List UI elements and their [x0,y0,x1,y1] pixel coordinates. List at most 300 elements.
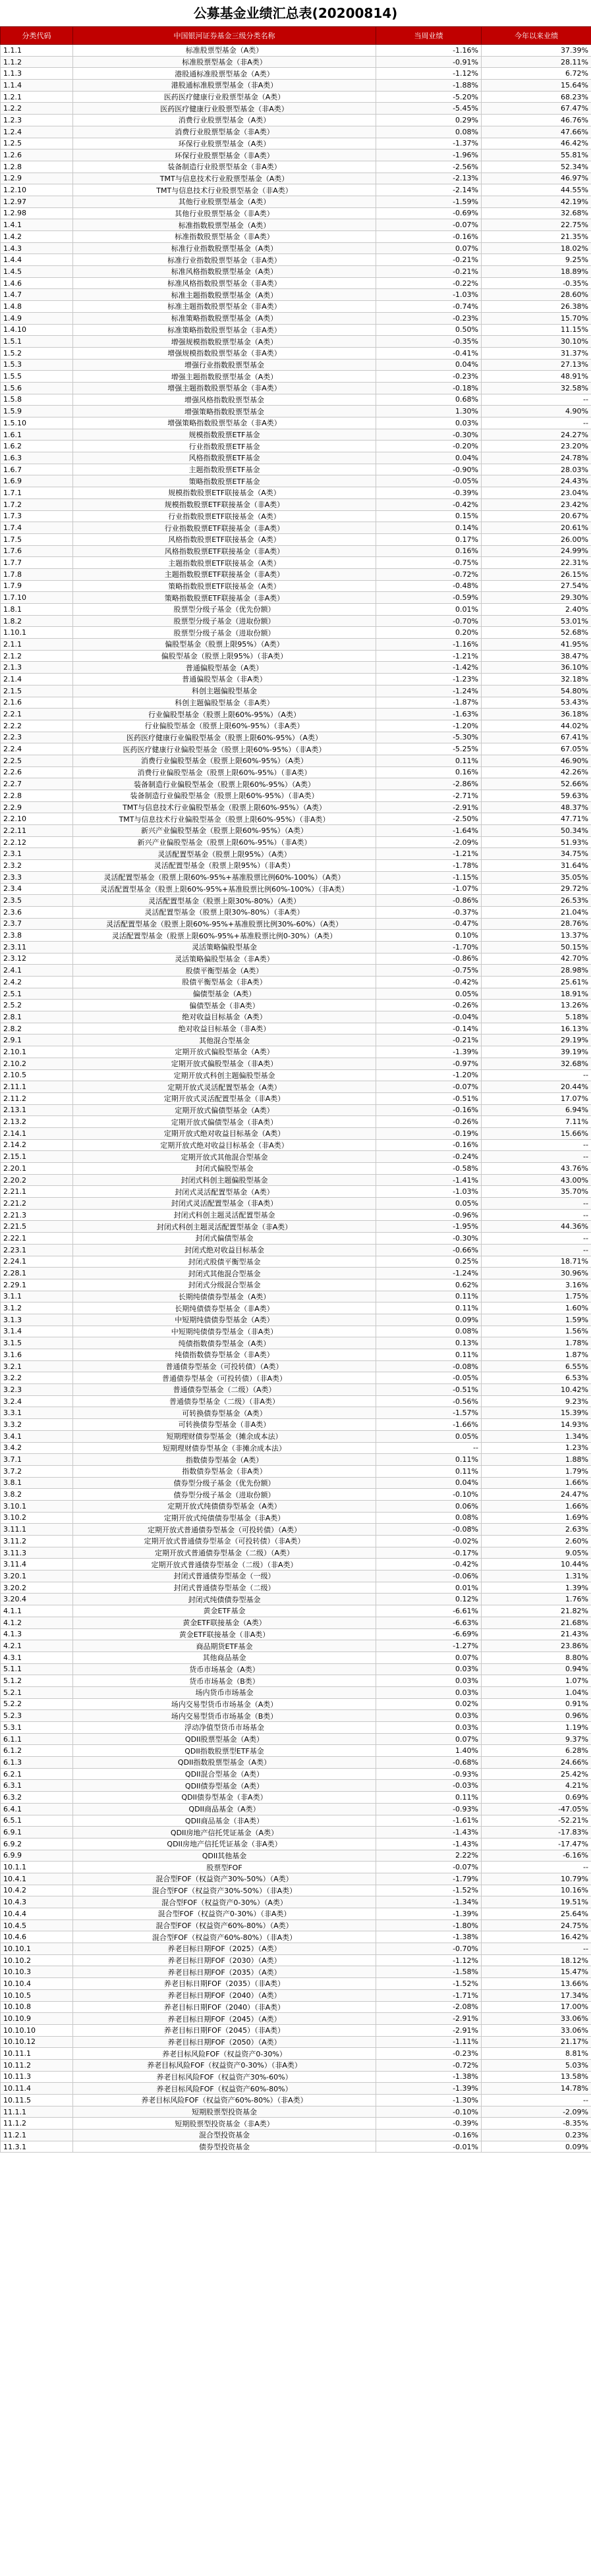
row-category-name: 混合型FOF（权益资产60%-80%）（A类） [73,1919,376,1931]
row-category-name: 灵活策略偏股型基金（非A类） [73,953,376,965]
table-row [1,743,591,755]
row-weekly-return: 0.16% [376,545,482,557]
row-weekly-return: 0.14% [376,522,482,534]
row-weekly-return: -1.61% [376,1815,482,1827]
row-weekly-return: -0.51% [376,1384,482,1396]
table-row [1,441,591,452]
row-ytd-return: 44.36% [482,1221,591,1233]
row-ytd-return: 43.00% [482,1174,591,1186]
row-category-name: 灵活配置型基金（股票上限60%-95%+基准股票比例0-30%）（A类） [73,930,376,942]
row-ytd-return: 1.60% [482,1302,591,1314]
row-category-name: 新兴产业偏股型基金（股票上限60%-95%）（A类） [73,825,376,837]
row-code: 3.11.1 [1,1524,73,1536]
row-code: 10.4.1 [1,1873,73,1885]
table-row [1,1186,591,1198]
row-ytd-return: 14.93% [482,1419,591,1431]
row-ytd-return: 36.10% [482,662,591,674]
table-row [1,545,591,557]
row-weekly-return: -1.12% [376,68,482,80]
table-row [1,1127,591,1139]
row-code: 2.2.7 [1,778,73,790]
row-category-name: 场内交易型货币市场基金（A类） [73,1698,376,1710]
row-ytd-return: 10.42% [482,1384,591,1396]
row-code: 1.1.2 [1,56,73,68]
row-weekly-return: 0.07% [376,242,482,254]
row-category-name: 浮动净值型货币市场基金 [73,1722,376,1734]
row-ytd-return: 18.71% [482,1256,591,1268]
row-weekly-return: 0.10% [376,930,482,942]
row-code: 1.2.8 [1,161,73,173]
row-ytd-return: 22.75% [482,219,591,231]
row-code: 1.5.9 [1,406,73,417]
table-row [1,1594,591,1605]
row-category-name: 行业偏股型基金（股票上限60%-95%）（A类） [73,709,376,720]
table-row [1,1139,591,1151]
row-ytd-return: 44.02% [482,720,591,732]
row-weekly-return: -0.05% [376,1372,482,1384]
row-category-name: 医药医疗健康行业股票型基金（A类） [73,91,376,103]
row-category-name: 增强规模指数股票型基金（非A类） [73,347,376,359]
row-category-name: 标准股票型基金（A类） [73,45,376,57]
row-ytd-return: 46.90% [482,755,591,766]
row-category-name: 灵活配置型基金（股票上限30%-80%）（非A类） [73,906,376,918]
row-category-name: 策略指数股票ETF联接基金（A类） [73,580,376,592]
row-code: 3.1.5 [1,1337,73,1349]
table-row [1,1221,591,1233]
row-category-name: 普通债券型基金（二级）（A类） [73,1384,376,1396]
row-weekly-return: -1.37% [376,138,482,149]
row-code: 1.2.9 [1,173,73,184]
row-weekly-return: 0.05% [376,988,482,1000]
row-code: 2.4.1 [1,965,73,977]
table-row [1,1069,591,1081]
row-code: 1.10.1 [1,627,73,639]
row-weekly-return: -6.63% [376,1617,482,1628]
row-code: 6.4.1 [1,1803,73,1815]
table-row [1,45,591,57]
row-ytd-return: 6.55% [482,1360,591,1372]
table-row [1,1092,591,1104]
row-category-name: 策略指数股票ETF联接基金（非A类） [73,592,376,604]
row-ytd-return: 52.34% [482,161,591,173]
row-weekly-return: 0.05% [376,1430,482,1442]
row-category-name: 养老目标日期FOF（2025）（A类） [73,1943,376,1955]
row-weekly-return: 1.40% [376,1745,482,1757]
row-ytd-return: 0.94% [482,1663,591,1675]
row-ytd-return: -- [482,2095,591,2106]
row-code: 5.2.1 [1,1686,73,1698]
row-ytd-return: 32.58% [482,382,591,394]
row-category-name: 行业偏股型基金（股票上限60%-95%）（非A类） [73,720,376,732]
row-weekly-return: -0.04% [376,1011,482,1023]
row-ytd-return: 9.37% [482,1733,591,1745]
row-category-name: 混合型FOF（权益资产0-30%）（非A类） [73,1908,376,1920]
row-weekly-return: -2.91% [376,2013,482,2025]
row-code: 2.21.5 [1,1221,73,1233]
row-category-name: 混合型投资基金 [73,2130,376,2141]
row-category-name: 养老目标日期FOF（2045）（非A类） [73,2024,376,2036]
row-category-name: 股票型分级子基金（进取份额） [73,615,376,627]
row-weekly-return: -0.69% [376,207,482,219]
row-weekly-return: -0.51% [376,1092,482,1104]
table-row [1,1372,591,1384]
row-code: 1.6.3 [1,452,73,464]
table-row [1,126,591,138]
row-ytd-return: 35.05% [482,871,591,883]
row-ytd-return: 1.87% [482,1349,591,1361]
table-row [1,1430,591,1442]
row-category-name: 灵活配置型基金（股票上限95%）（A类） [73,848,376,860]
row-code: 6.1.3 [1,1757,73,1769]
row-ytd-return: 48.37% [482,801,591,813]
row-category-name: 债券型分级子基金（优先份额） [73,1477,376,1489]
row-code: 6.9.1 [1,1827,73,1838]
row-weekly-return: 0.04% [376,1477,482,1489]
row-category-name: 短期股票型投资基金（非A类） [73,2118,376,2130]
row-code: 3.1.6 [1,1349,73,1361]
row-ytd-return: 21.82% [482,1605,591,1617]
row-ytd-return: 10.44% [482,1559,591,1570]
row-weekly-return: -0.26% [376,1116,482,1128]
row-category-name: QDII指数股票型ETF基金 [73,1745,376,1757]
row-code: 5.2.3 [1,1710,73,1722]
row-weekly-return: -1.63% [376,709,482,720]
row-category-name: 灵活配置型基金（股票上限30%-80%）（A类） [73,895,376,907]
row-ytd-return: 51.93% [482,836,591,848]
table-row [1,755,591,766]
row-weekly-return: -0.96% [376,1209,482,1221]
row-ytd-return: 53.43% [482,697,591,709]
row-code: 2.10.2 [1,1058,73,1069]
table-row [1,1989,591,2001]
row-category-name: 定期开放式纯债债券型基金（非A类） [73,1512,376,1524]
row-code: 2.3.12 [1,953,73,965]
table-row [1,557,591,569]
row-category-name: 养老目标日期FOF（2035）（非A类） [73,1978,376,1990]
row-code: 3.1.3 [1,1314,73,1326]
row-weekly-return: -2.13% [376,173,482,184]
table-row [1,1407,591,1419]
row-code: 3.2.1 [1,1360,73,1372]
row-category-name: 股票型FOF [73,1862,376,1873]
row-ytd-return: 2.63% [482,1524,591,1536]
row-ytd-return: 1.88% [482,1454,591,1466]
row-ytd-return: 39.19% [482,1046,591,1058]
table-row [1,1896,591,1908]
table-row [1,1803,591,1815]
row-weekly-return: -0.10% [376,1489,482,1501]
row-category-name: 消费行业偏股型基金（股票上限60%-95%）（A类） [73,755,376,766]
row-ytd-return: 17.34% [482,1989,591,2001]
row-code: 6.9.2 [1,1838,73,1850]
row-category-name: 标准行业指数股票型基金（A类） [73,242,376,254]
row-code: 1.7.3 [1,510,73,522]
row-ytd-return: 26.38% [482,301,591,313]
row-weekly-return: -1.16% [376,45,482,57]
row-category-name: 增强主题指数股票型基金（非A类） [73,382,376,394]
row-category-name: 长期纯债债券型基金（非A类） [73,1302,376,1314]
row-category-name: 定期开放式偏股型基金（非A类） [73,1058,376,1069]
row-code: 2.1.1 [1,639,73,651]
row-code: 10.10.3 [1,1966,73,1978]
row-ytd-return: 36.18% [482,709,591,720]
row-ytd-return: -17.47% [482,1838,591,1850]
row-code: 2.3.1 [1,848,73,860]
row-category-name: 普通偏股型基金（A类） [73,662,376,674]
table-row [1,1862,591,1873]
row-category-name: 养老目标风险FOF（权益资产30%-60%） [73,2071,376,2083]
row-category-name: QDII债券型基金（非A类） [73,1792,376,1804]
row-weekly-return: -0.24% [376,1151,482,1163]
row-category-name: 短期理财债券型基金（摊余成本法） [73,1430,376,1442]
table-row [1,1268,591,1279]
table-row [1,2048,591,2060]
row-code: 2.10.5 [1,1069,73,1081]
table-row [1,1233,591,1245]
row-category-name: 港股通标准股票型基金（A类） [73,68,376,80]
row-code: 1.5.3 [1,359,73,371]
row-category-name: 标准指数股票型基金（非A类） [73,231,376,243]
row-code: 3.1.4 [1,1326,73,1337]
row-ytd-return: 38.47% [482,650,591,662]
row-category-name: 增强策略指数股票型基金（非A类） [73,417,376,429]
row-ytd-return: 42.19% [482,196,591,207]
row-ytd-return: 3.16% [482,1279,591,1291]
row-code: 5.1.2 [1,1675,73,1687]
row-code: 2.2.2 [1,720,73,732]
row-category-name: QDII房地产信托凭证基金（A类） [73,1827,376,1838]
row-category-name: 偏债型基金（A类） [73,988,376,1000]
row-category-name: 养老目标风险FOF（权益资产60%-80%）（非A类） [73,2095,376,2106]
row-ytd-return: 54.80% [482,685,591,697]
row-code: 2.14.1 [1,1127,73,1139]
row-weekly-return: -0.37% [376,906,482,918]
row-weekly-return: -0.68% [376,1757,482,1769]
row-category-name: 灵活策略偏股型基金 [73,941,376,953]
row-weekly-return: -0.21% [376,254,482,266]
row-category-name: 中短期纯债债券型基金（A类） [73,1314,376,1326]
table-row [1,1477,591,1489]
table-row [1,2059,591,2071]
row-ytd-return: 11.15% [482,324,591,336]
row-code: 3.7.2 [1,1465,73,1477]
row-code: 2.2.4 [1,743,73,755]
row-category-name: 行业指数股票ETF联接基金（A类） [73,510,376,522]
row-code: 3.3.2 [1,1419,73,1431]
table-row [1,941,591,953]
table-row [1,1116,591,1128]
row-code: 1.2.10 [1,184,73,196]
row-ytd-return: 68.23% [482,91,591,103]
row-code: 10.11.3 [1,2071,73,2083]
row-ytd-return: 8.80% [482,1651,591,1663]
row-ytd-return: 47.66% [482,126,591,138]
row-code: 10.4.5 [1,1919,73,1931]
table-row [1,2118,591,2130]
row-ytd-return: 21.17% [482,2036,591,2048]
row-code: 1.4.8 [1,301,73,313]
row-code: 1.1.1 [1,45,73,57]
row-code: 2.20.2 [1,1174,73,1186]
row-category-name: 定期开放式普通债券型基金（可投转债）（A类） [73,1524,376,1536]
table-row [1,790,591,802]
row-weekly-return: -0.42% [376,498,482,510]
row-weekly-return: -0.93% [376,1768,482,1780]
row-weekly-return: 0.11% [376,1465,482,1477]
row-ytd-return: 1.19% [482,1722,591,1734]
row-code: 2.1.6 [1,697,73,709]
row-ytd-return: 31.37% [482,347,591,359]
row-code: 10.11.2 [1,2059,73,2071]
table-row [1,347,591,359]
row-weekly-return: -0.23% [376,2048,482,2060]
row-category-name: 行业指数股票ETF基金 [73,441,376,452]
table-row [1,1384,591,1396]
row-weekly-return: -1.27% [376,1640,482,1652]
row-weekly-return: -0.23% [376,312,482,324]
row-weekly-return: 0.02% [376,1698,482,1710]
row-category-name: 行业指数股票ETF联接基金（非A类） [73,522,376,534]
row-ytd-return: 15.47% [482,1966,591,1978]
table-row [1,1023,591,1034]
row-category-name: TMT与信息技术行业股票型基金（A类） [73,173,376,184]
row-ytd-return: -- [482,1862,591,1873]
row-category-name: 普通债券型基金（可投转债）（A类） [73,1360,376,1372]
row-weekly-return: 0.03% [376,1722,482,1734]
row-ytd-return: 35.70% [482,1186,591,1198]
table-header [1,27,591,45]
row-code: 1.2.1 [1,91,73,103]
row-category-name: 指数债券型基金（A类） [73,1454,376,1466]
table-row [1,1617,591,1628]
row-ytd-return: 50.34% [482,825,591,837]
row-weekly-return: -1.11% [376,2036,482,2048]
row-category-name: 增强策略指数股票型基金 [73,406,376,417]
table-row [1,207,591,219]
row-ytd-return: 13.58% [482,2071,591,2083]
table-row [1,1174,591,1186]
row-weekly-return: -0.93% [376,1803,482,1815]
row-code: 3.20.1 [1,1570,73,1582]
row-code: 1.8.1 [1,604,73,616]
table-row [1,1104,591,1116]
table-row [1,1628,591,1640]
table-row [1,394,591,406]
row-category-name: 偏股型基金（股票上限95%）（非A类） [73,650,376,662]
row-weekly-return: -0.91% [376,56,482,68]
row-category-name: QDII其他基金 [73,1850,376,1862]
table-row [1,1675,591,1687]
row-weekly-return: -0.05% [376,475,482,487]
row-ytd-return: 1.31% [482,1570,591,1582]
row-weekly-return: -0.16% [376,2130,482,2141]
table-row [1,1489,591,1501]
row-ytd-return: 44.55% [482,184,591,196]
table-row [1,1978,591,1990]
row-ytd-return: 31.64% [482,860,591,872]
row-weekly-return: 0.68% [376,394,482,406]
row-ytd-return: 0.91% [482,1698,591,1710]
row-code: 6.5.1 [1,1815,73,1827]
row-code: 2.3.7 [1,918,73,930]
table-row [1,359,591,371]
row-ytd-return: 10.16% [482,1885,591,1896]
row-weekly-return: -1.03% [376,289,482,301]
row-weekly-return: -1.23% [376,674,482,685]
row-ytd-return: 2.60% [482,1536,591,1547]
row-ytd-return: 9.23% [482,1395,591,1407]
row-weekly-return: -0.97% [376,1058,482,1069]
row-weekly-return: -1.38% [376,2071,482,2083]
row-code: 2.14.2 [1,1139,73,1151]
row-code: 2.3.3 [1,871,73,883]
row-code: 3.11.4 [1,1559,73,1570]
row-ytd-return: -47.05% [482,1803,591,1815]
row-weekly-return: 0.62% [376,1279,482,1291]
table-row [1,1686,591,1698]
row-ytd-return: -17.83% [482,1827,591,1838]
row-weekly-return: -1.71% [376,1989,482,2001]
table-body [1,45,591,2153]
row-ytd-return: 24.27% [482,429,591,441]
row-category-name: 短期理财债券型基金（非摊余成本法） [73,1442,376,1454]
row-weekly-return: -1.57% [376,1407,482,1419]
table-row [1,662,591,674]
row-category-name: QDII混合型基金（A类） [73,1768,376,1780]
row-code: 1.1.4 [1,80,73,92]
row-code: 3.20.4 [1,1594,73,1605]
row-ytd-return: 13.66% [482,1978,591,1990]
row-category-name: 普通债券型基金（二级）（非A类） [73,1395,376,1407]
row-weekly-return: -5.20% [376,91,482,103]
row-weekly-return: -5.25% [376,743,482,755]
row-category-name: 医药医疗健康行业偏股型基金（股票上限60%-95%）（非A类） [73,743,376,755]
table-row [1,615,591,627]
row-ytd-return: 59.63% [482,790,591,802]
row-code: 2.5.1 [1,988,73,1000]
row-category-name: 养老目标日期FOF（2045）（A类） [73,2013,376,2025]
row-ytd-return: 27.13% [482,359,591,371]
row-code: 1.4.3 [1,242,73,254]
row-weekly-return: -0.58% [376,1163,482,1175]
row-weekly-return: -0.35% [376,336,482,348]
row-code: 5.1.1 [1,1663,73,1675]
row-ytd-return: 1.07% [482,1675,591,1687]
row-weekly-return: 0.11% [376,1291,482,1302]
table-row [1,930,591,942]
table-row [1,825,591,837]
row-ytd-return: 26.00% [482,533,591,545]
row-code: 1.6.1 [1,429,73,441]
row-weekly-return: -1.78% [376,860,482,872]
row-weekly-return: -1.70% [376,941,482,953]
row-category-name: TMT与信息技术行业偏股型基金（股票上限60%-95%）（非A类） [73,813,376,825]
row-weekly-return: -1.66% [376,1419,482,1431]
row-category-name: 标准行业指数股票型基金（非A类） [73,254,376,266]
row-code: 2.1.3 [1,662,73,674]
row-category-name: 场内交易型货币市场基金（B类） [73,1710,376,1722]
row-ytd-return: 23.20% [482,441,591,452]
header-ytd-return: 今年以来业绩 [482,27,591,45]
row-code: 2.1.2 [1,650,73,662]
table-row [1,1000,591,1011]
row-weekly-return: 0.16% [376,766,482,778]
table-row [1,138,591,149]
row-weekly-return: -0.59% [376,592,482,604]
table-row [1,801,591,813]
row-category-name: 绝对收益目标基金（A类） [73,1011,376,1023]
row-ytd-return: 32.68% [482,1058,591,1069]
